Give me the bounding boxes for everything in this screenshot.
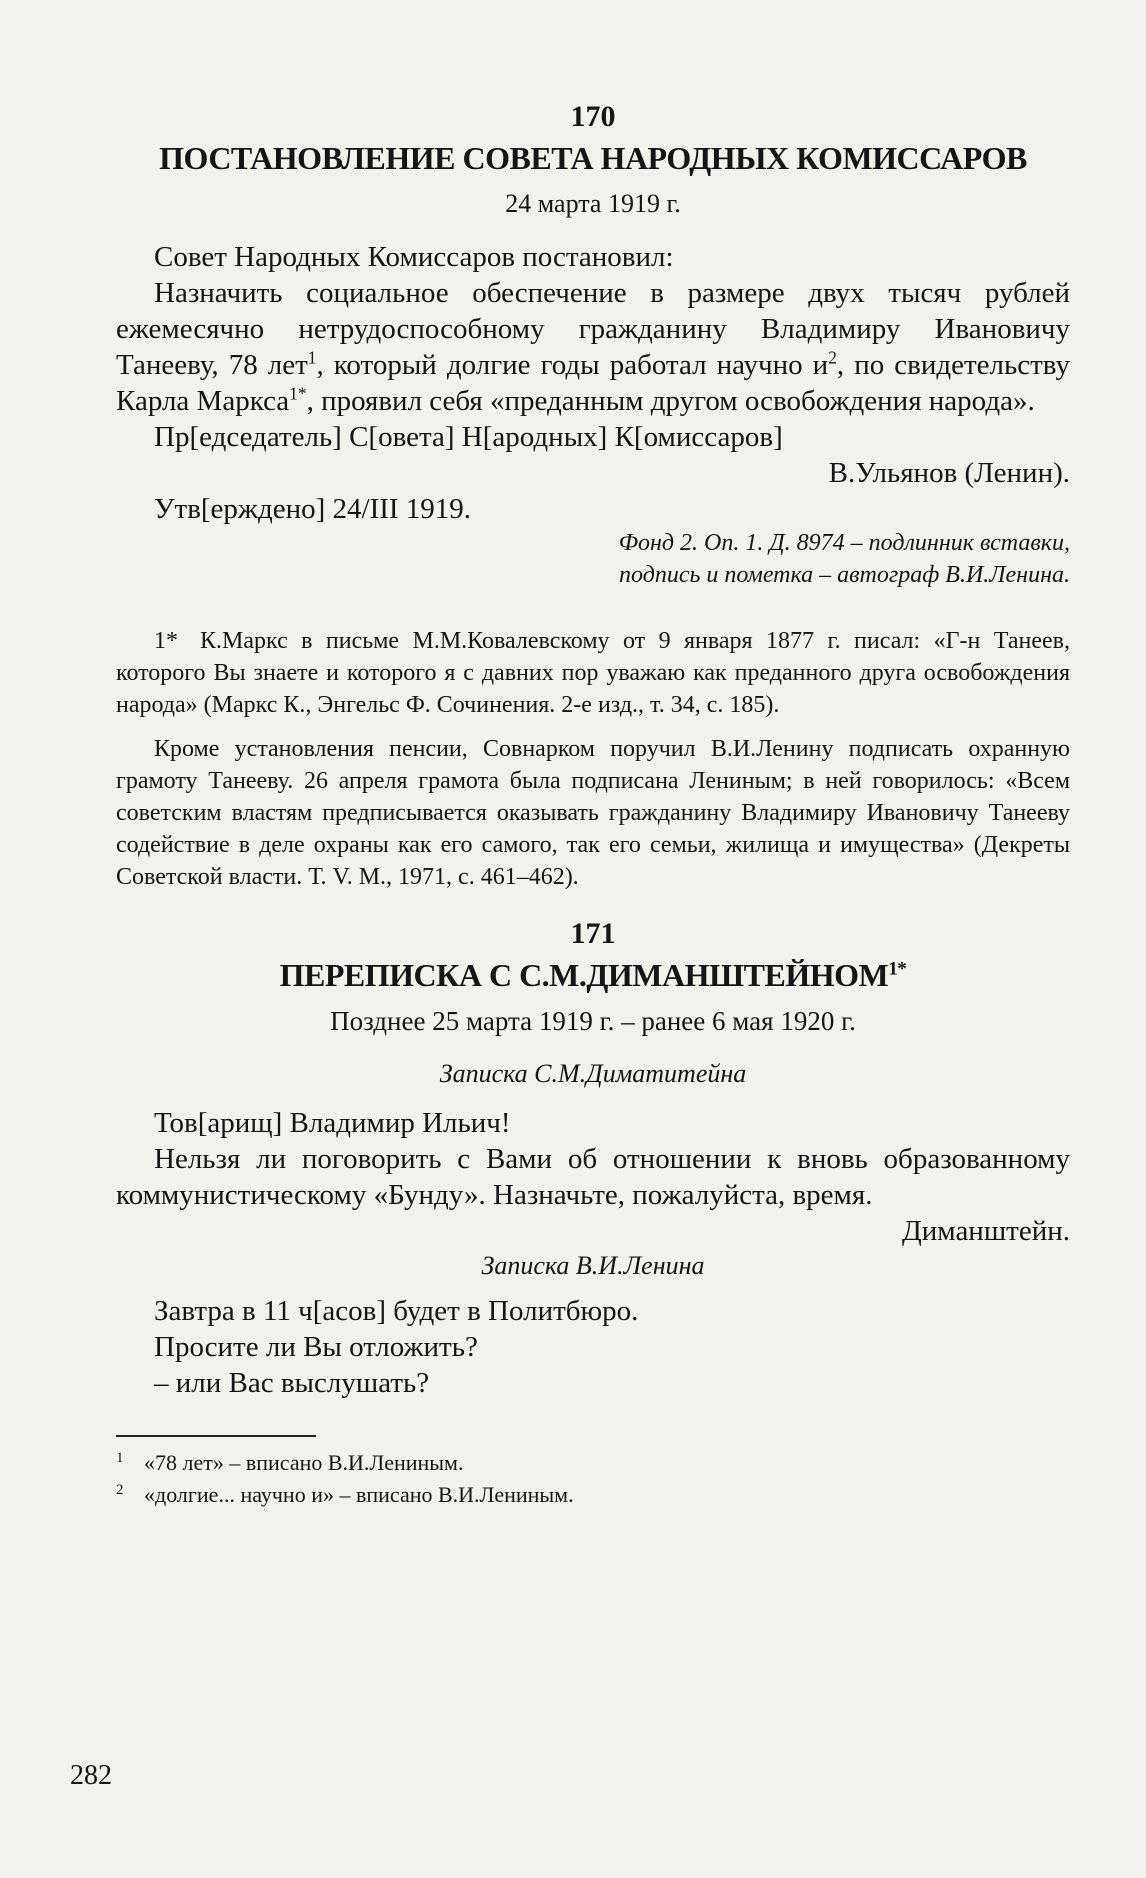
decree-body: Назначить социальное обеспечение в размере двух тысяч рублей ежемесячно нетрудоспособному гражданину Владимиру Ивановичу Танееву, 78 лет$^1$, который долгие годы работал научно $и^2$, по свидетельству Карла Маркса$^{1*}$, проявил себя «преданным другом освобождения народа». xyxy=(116,277,1070,417)
archive-source: Фонд 2. Оп. 1. Д. 8974 – подлинник вставки, подпись и пометка – автограф В.И.Ленина. xyxy=(618,530,1070,588)
lenin-reply-line-2: Просите ли Вы отложить? xyxy=(154,1331,478,1363)
document-number-171: 171 xyxy=(570,917,616,950)
approval-line: Утв[ерждено] 24/III 1919. xyxy=(154,493,472,525)
document-title-171: ПЕРЕПИСКА С $С.М.ДИМАНШТЕЙНОМ^{1*}$ xyxy=(279,957,907,993)
greeting: Тов[арищ] Владимир Ильич! xyxy=(154,1107,511,1139)
decree-intro: Совет Народных Комиссаров постановил: xyxy=(154,241,674,273)
document-date-171: Позднее 25 марта 1919 г. – ранее 6 мая 1920 г. xyxy=(330,1006,856,1036)
note-heading-dimanshtein: Записка С.М.Диматитейна xyxy=(439,1059,747,1088)
signer-name: В.Ульянов (Ленин). xyxy=(828,457,1070,489)
dimanshtein-signature: Диманштейн. xyxy=(901,1215,1070,1247)
footnote-1: 1 «78 лет» – вписано В.И.Лениным. xyxy=(116,1450,464,1475)
page-number: 282 xyxy=(70,1760,112,1791)
note-ref-1star: 1* xyxy=(289,383,307,404)
dimanshtein-note-body: Нельзя ли поговорить с Вами об отношении к вновь образованному коммунистическому «Бунду». Назначьте, пожалуйста, время. xyxy=(116,1143,1070,1211)
editorial-note-2: Кроме установления пенсии, Совнарком поручил В.И.Ленину подписать охранную грамоту Танееву. 26 апреля грамота была подписана Лениным; в ней говорилось: «Всем советским властям предписывается оказывать гражданину Владимиру Ивановичу Танееву содействие в деле охраны как его самого, так его семьи, жилища и имущества» (Декреты Советской власти. Т. V. М., 1971, с. 461–462). xyxy=(116,736,1070,890)
editorial-note-1: 1* К.Маркс в письме М.М.Ковалевскому от 9 января 1877 г. писал: «Г-н Танеев, которого Вы знаете и которого я с давних пор уважаю как преданного друга освобождения народа» (Маркс К., Энгельс Ф. Сочинения. 2-е изд., т. 34, с. 185). xyxy=(116,628,1070,718)
lenin-reply-line-1: Завтра в 11 ч[асов] будет в Политбюро. xyxy=(154,1295,639,1327)
editorial-notes xyxy=(116,625,1070,893)
document-number-170: 170 xyxy=(570,100,616,133)
document-title-170: ПОСТАНОВЛЕНИЕ СОВЕТА НАРОДНЫХ КОМИССАРОВ xyxy=(159,140,1027,176)
footnote-ref-1: 1 xyxy=(307,347,317,368)
footnote-2: 2 «долгие... научно и» – вписано В.И.Лениным. xyxy=(116,1482,574,1507)
lenin-reply-line-3: – или Вас выслушать? xyxy=(154,1367,430,1399)
document-date-170: 24 марта 1919 г. xyxy=(505,189,681,218)
footnote-ref-2: 2 xyxy=(828,347,837,368)
footnote-divider xyxy=(116,1435,316,1437)
signature-line: Пр[едседатель] С[овета] Н[ародных] К[омиссаров] xyxy=(154,421,783,453)
note-heading-lenin: Записка В.И.Ленина xyxy=(481,1251,705,1280)
